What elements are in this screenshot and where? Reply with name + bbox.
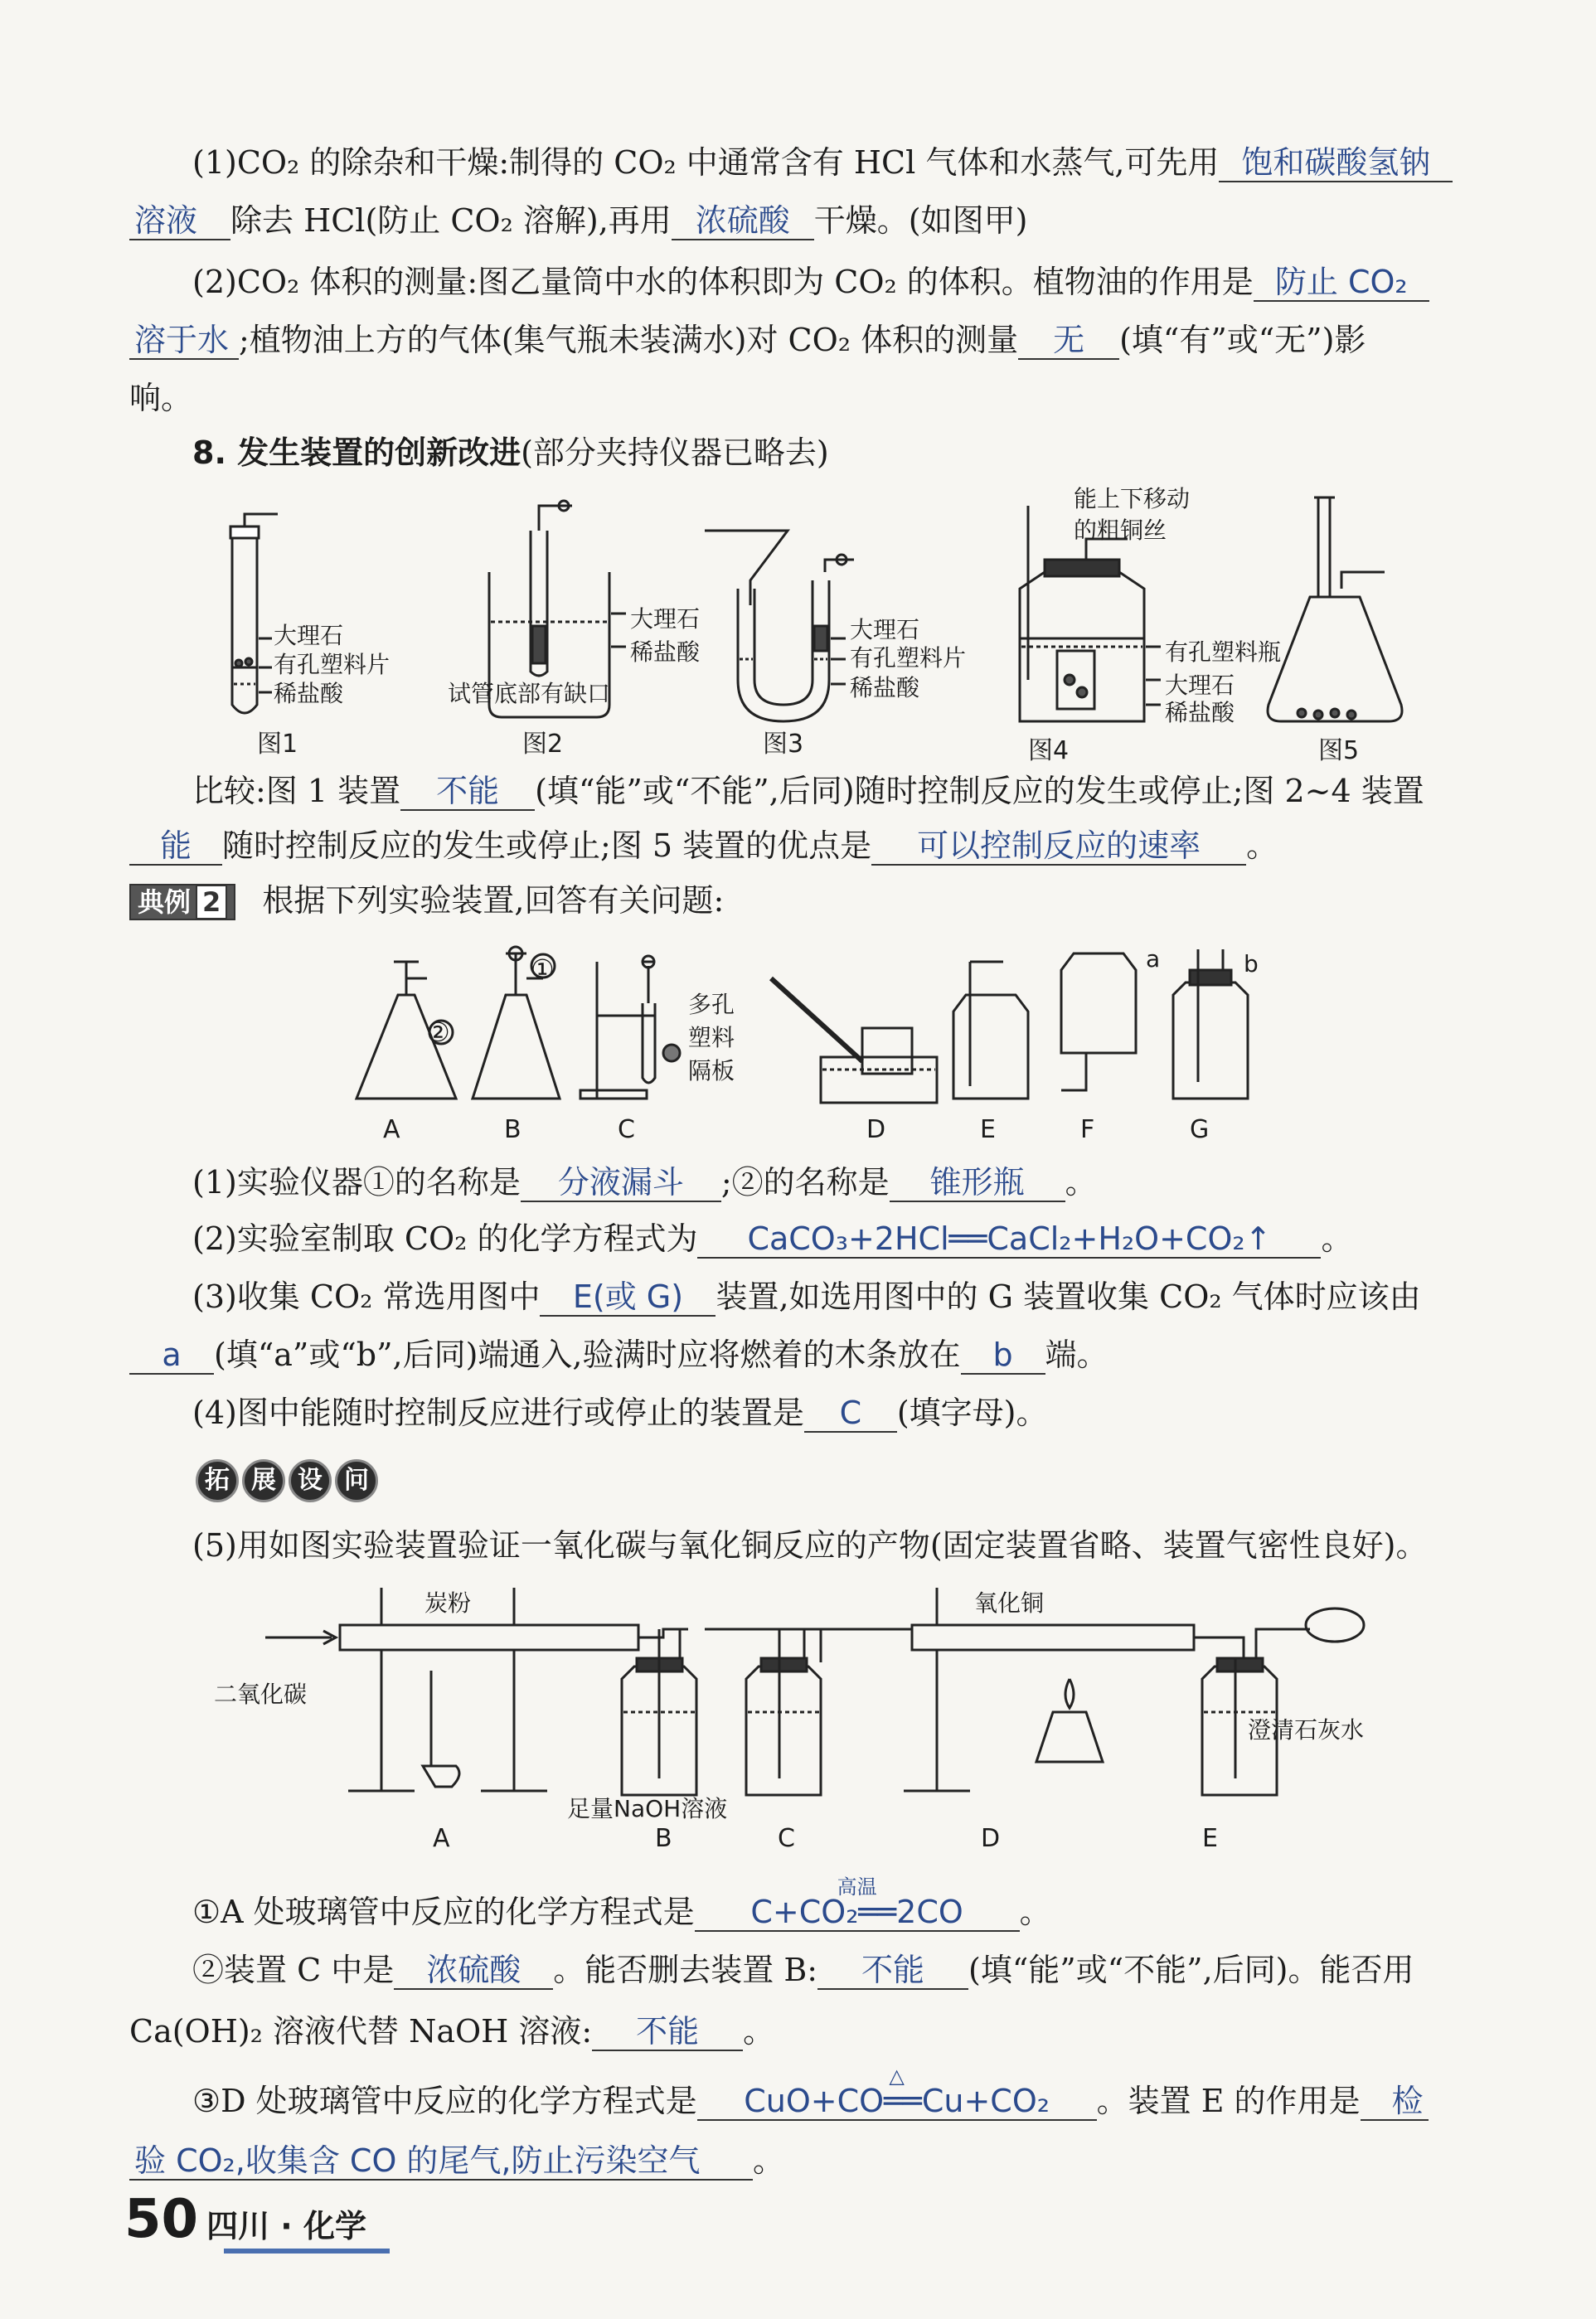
answer-blank[interactable]: 溶液 — [129, 202, 230, 240]
caption-fig4: 图4 — [1028, 736, 1070, 765]
co-cuo-apparatus — [207, 1588, 1368, 1820]
label-f1-plate: 有孔塑料片 — [274, 651, 391, 678]
page-footer — [124, 2189, 366, 2250]
label-carbon: 炭粉 — [424, 1589, 472, 1617]
example-tag: 典例 2 — [129, 884, 235, 920]
app-label-F: F — [1080, 1115, 1095, 1144]
ext-label-C: C — [778, 1824, 795, 1853]
answer-blank[interactable]: 高温 C+CO₂══2CO — [695, 1894, 1020, 1932]
ext-c3-line2: 验 CO₂,收集含 CO 的尾气,防止污染空气 。 — [129, 2139, 1490, 2182]
caption-fig5: 图5 — [1318, 736, 1360, 765]
app-label-A: A — [383, 1115, 400, 1144]
ext-c2-line2: Ca(OH)₂ 溶液代替 NaOH 溶液: 不能 。 — [129, 2013, 775, 2050]
ex2-s2: (2)实验室制取 CO₂ 的化学方程式为 CaCO₃+2HCl══CaCl₂+H₂O+CO₂↑ 。 — [192, 1220, 1353, 1257]
label-f4-marble: 大理石 — [1165, 672, 1235, 699]
ex2-s4: (4)图中能随时控制反应进行或停止的装置是 C (填字母)。 — [192, 1395, 1048, 1431]
q7-p1-line1: (1)CO₂ 的除杂和干燥:制得的 CO₂ 中通常含有 HCl 气体和水蒸气,可先用 饱和碳酸氢钠 — [129, 141, 1490, 184]
answer-blank[interactable]: 不能 — [592, 2013, 743, 2051]
answer-blank[interactable]: 分液漏斗 — [521, 1164, 721, 1202]
answer-blank[interactable]: 饱和碳酸氢钠 — [1219, 144, 1453, 182]
ex2-s3-line2: a (填“a”或“b”,后同)端通入,验满时应将燃着的木条放在 b 端。 — [129, 1333, 1490, 1376]
q7-p2-line2: 溶于水 ;植物油上方的气体(集气瓶未装满水)对 CO₂ 体积的测量 无 (填“有”或“无”)影 — [129, 318, 1490, 361]
app-label-G: G — [1190, 1115, 1210, 1144]
page-number: 50 — [124, 2189, 199, 2250]
q8-title: 8. 发生装置的创新改进(部分夹持仪器已略去) — [192, 434, 829, 471]
example2-apparatus — [348, 945, 1343, 1111]
label-f4-wire1: 能上下移动 — [1074, 485, 1191, 512]
ex2-s1: (1)实验仪器①的名称是 分液漏斗 ;②的名称是 锥形瓶 。 — [192, 1164, 1097, 1201]
example2-stem: 典例 2 根据下列实验装置,回答有关问题: — [129, 879, 1490, 922]
answer-blank[interactable]: 无 — [1018, 322, 1119, 360]
answer-blank[interactable]: CaCO₃+2HCl══CaCl₂+H₂O+CO₂↑ — [697, 1220, 1321, 1259]
ext-s5: (5)用如图实验装置验证一氧化碳与氧化铜反应的产物(固定装置省略、装置气密性良好)。 — [192, 1527, 1428, 1564]
answer-blank[interactable]: b — [961, 1337, 1045, 1375]
q7-p1-line2: 溶液 除去 HCl(防止 CO₂ 溶解),再用 浓硫酸 干燥。(如图甲) — [129, 199, 1490, 242]
label-f2-acid: 稀盐酸 — [630, 638, 701, 666]
label-co2: 二氧化碳 — [214, 1681, 308, 1708]
answer-blank[interactable]: 浓硫酸 — [394, 1952, 553, 1990]
label-f2-gap: 试管底部有缺口 — [448, 680, 611, 707]
ext-c1: ①A 处玻璃管中反应的化学方程式是 高温 C+CO₂══2CO 。 — [192, 1875, 1051, 1930]
ext-label-A: A — [433, 1824, 450, 1853]
ext-label-B: B — [655, 1824, 672, 1853]
g-port-b: b — [1244, 950, 1259, 978]
label-f4-wire2: 的粗铜丝 — [1074, 517, 1167, 544]
label-f1-acid: 稀盐酸 — [274, 680, 344, 707]
label-f4-bottle: 有孔塑料瓶 — [1165, 638, 1282, 666]
label-f3-plate: 有孔塑料片 — [850, 644, 967, 672]
porous-plate-label: 多孔 塑料 隔板 — [688, 991, 735, 1084]
app-label-D: D — [866, 1115, 886, 1144]
answer-blank[interactable]: E(或 G) — [540, 1278, 716, 1317]
answer-blank[interactable]: 不能 — [400, 773, 535, 811]
caption-fig3: 图3 — [763, 730, 804, 759]
answer-blank[interactable]: 不能 — [817, 1952, 968, 1990]
answer-blank[interactable]: 检 — [1361, 2083, 1429, 2121]
q8-compare-line2: 能 随时控制反应的发生或停止;图 5 装置的优点是 可以控制反应的速率 。 — [129, 824, 1490, 867]
answer-blank[interactable]: 锥形瓶 — [890, 1164, 1065, 1202]
ext-label-E: E — [1202, 1824, 1218, 1853]
app-label-C: C — [618, 1115, 635, 1144]
ext-label-D: D — [981, 1824, 1001, 1853]
mark-2: ② — [426, 1016, 450, 1048]
answer-blank[interactable]: △ CuO+CO══Cu+CO₂ — [697, 2083, 1097, 2121]
q8-compare-line1: 比较:图 1 装置 不能 (填“能”或“不能”,后同)随时控制反应的发生或停止;图 2~4 装置 — [192, 773, 1424, 809]
mark-1: ① — [531, 953, 555, 985]
answer-blank[interactable]: 验 CO₂,收集含 CO 的尾气,防止污染空气 — [129, 2142, 753, 2181]
extension-badge: 拓 展 设 问 — [196, 1459, 381, 1502]
caption-fig1: 图1 — [257, 730, 298, 759]
label-f2-marble: 大理石 — [630, 605, 701, 633]
footer-underline — [224, 2249, 390, 2254]
label-f1-marble: 大理石 — [274, 622, 344, 649]
label-f4-acid: 稀盐酸 — [1165, 699, 1235, 726]
answer-blank[interactable]: 可以控制反应的速率 — [871, 827, 1246, 866]
q7-p2-line1: (2)CO₂ 体积的测量:图乙量筒中水的体积即为 CO₂ 的体积。植物油的作用是 防止 CO₂ — [129, 260, 1490, 303]
ex2-s3-line1: (3)收集 CO₂ 常选用图中 E(或 G) 装置,如选用图中的 G 装置收集 CO₂ 气体时应该由 — [192, 1278, 1421, 1315]
book-name: 四川 · 化学 — [206, 2208, 366, 2244]
answer-blank[interactable]: 溶于水 — [129, 322, 239, 360]
answer-blank[interactable]: 防止 CO₂ — [1254, 264, 1429, 302]
q7-p2-line3: 响。 — [129, 380, 193, 416]
answer-blank[interactable]: a — [129, 1337, 214, 1375]
label-limewater: 澄清石灰水 — [1248, 1716, 1365, 1744]
answer-blank[interactable]: 浓硫酸 — [672, 202, 814, 240]
label-cuo: 氧化铜 — [974, 1589, 1045, 1617]
label-f3-acid: 稀盐酸 — [850, 674, 920, 701]
app-label-B: B — [504, 1115, 521, 1144]
answer-blank[interactable]: 能 — [129, 827, 222, 866]
g-port-a: a — [1146, 945, 1161, 973]
answer-blank[interactable]: C — [804, 1395, 897, 1433]
app-label-E: E — [980, 1115, 996, 1144]
ext-c3-line1: ③D 处玻璃管中反应的化学方程式是 △ CuO+CO══Cu+CO₂ 。装置 E 的作用是 检 — [129, 2079, 1490, 2123]
label-naoh: 足量NaOH溶液 — [567, 1795, 728, 1822]
ext-c2-line1: ②装置 C 中是 浓硫酸 。能否删去装置 B: 不能 (填“能”或“不能”,后同)。能否用 — [192, 1952, 1414, 1988]
label-f3-marble: 大理石 — [850, 616, 920, 643]
caption-fig2: 图2 — [522, 730, 564, 759]
